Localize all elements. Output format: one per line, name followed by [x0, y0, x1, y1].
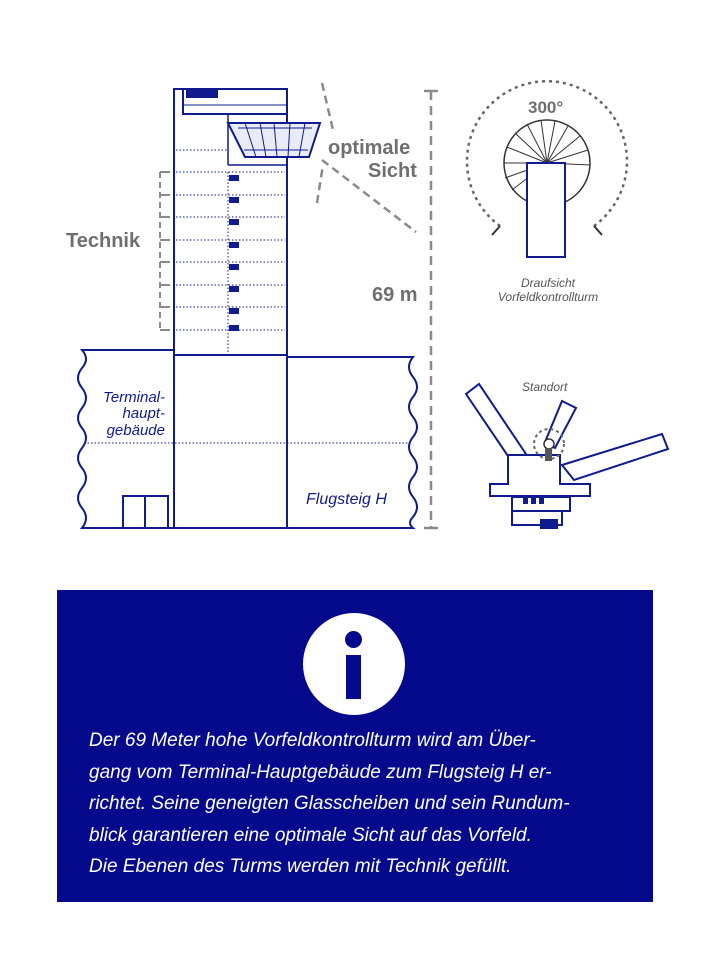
technik-label: Technik [66, 230, 141, 252]
terminal-main-building [78, 350, 174, 528]
site-plan [466, 384, 668, 528]
info-line: gang vom Terminal-Hauptgebäude zum Flugsteig H er- [89, 761, 552, 783]
info-line: Die Ebenen des Turms werden mit Technik gefüllt. [89, 856, 512, 877]
info-icon [303, 613, 405, 715]
info-line: blick garantieren eine optimale Sicht auf das Vorfeld. [89, 824, 532, 846]
tower-core-plan [527, 163, 565, 257]
angle-label: 300° [528, 98, 564, 117]
info-text [89, 725, 639, 883]
technik-markers [229, 175, 239, 331]
location-label: Standort [522, 380, 568, 394]
info-line: Der 69 Meter hohe Vorfeldkontrollturm wird am Über- [89, 730, 536, 751]
plan-caption-2: Vorfeldkontrollturm [497, 290, 599, 304]
height-dimension [424, 91, 438, 528]
optimal-sight-label: optimale [328, 137, 411, 159]
info-panel [57, 590, 653, 902]
plan-caption-1: Draufsicht [520, 276, 576, 290]
terminal-label-2: haupt- [122, 405, 165, 422]
terminal-label-3: gebäude [106, 422, 165, 439]
optimal-sight-label-2: Sicht [368, 160, 417, 182]
info-line: richtet. Seine geneigten Glasscheiben und sein Rundum- [89, 793, 570, 814]
terminal-label-1: Terminal- [103, 389, 165, 406]
gate-label: Flugsteig H [306, 491, 387, 508]
height-label: 69 m [372, 284, 418, 306]
